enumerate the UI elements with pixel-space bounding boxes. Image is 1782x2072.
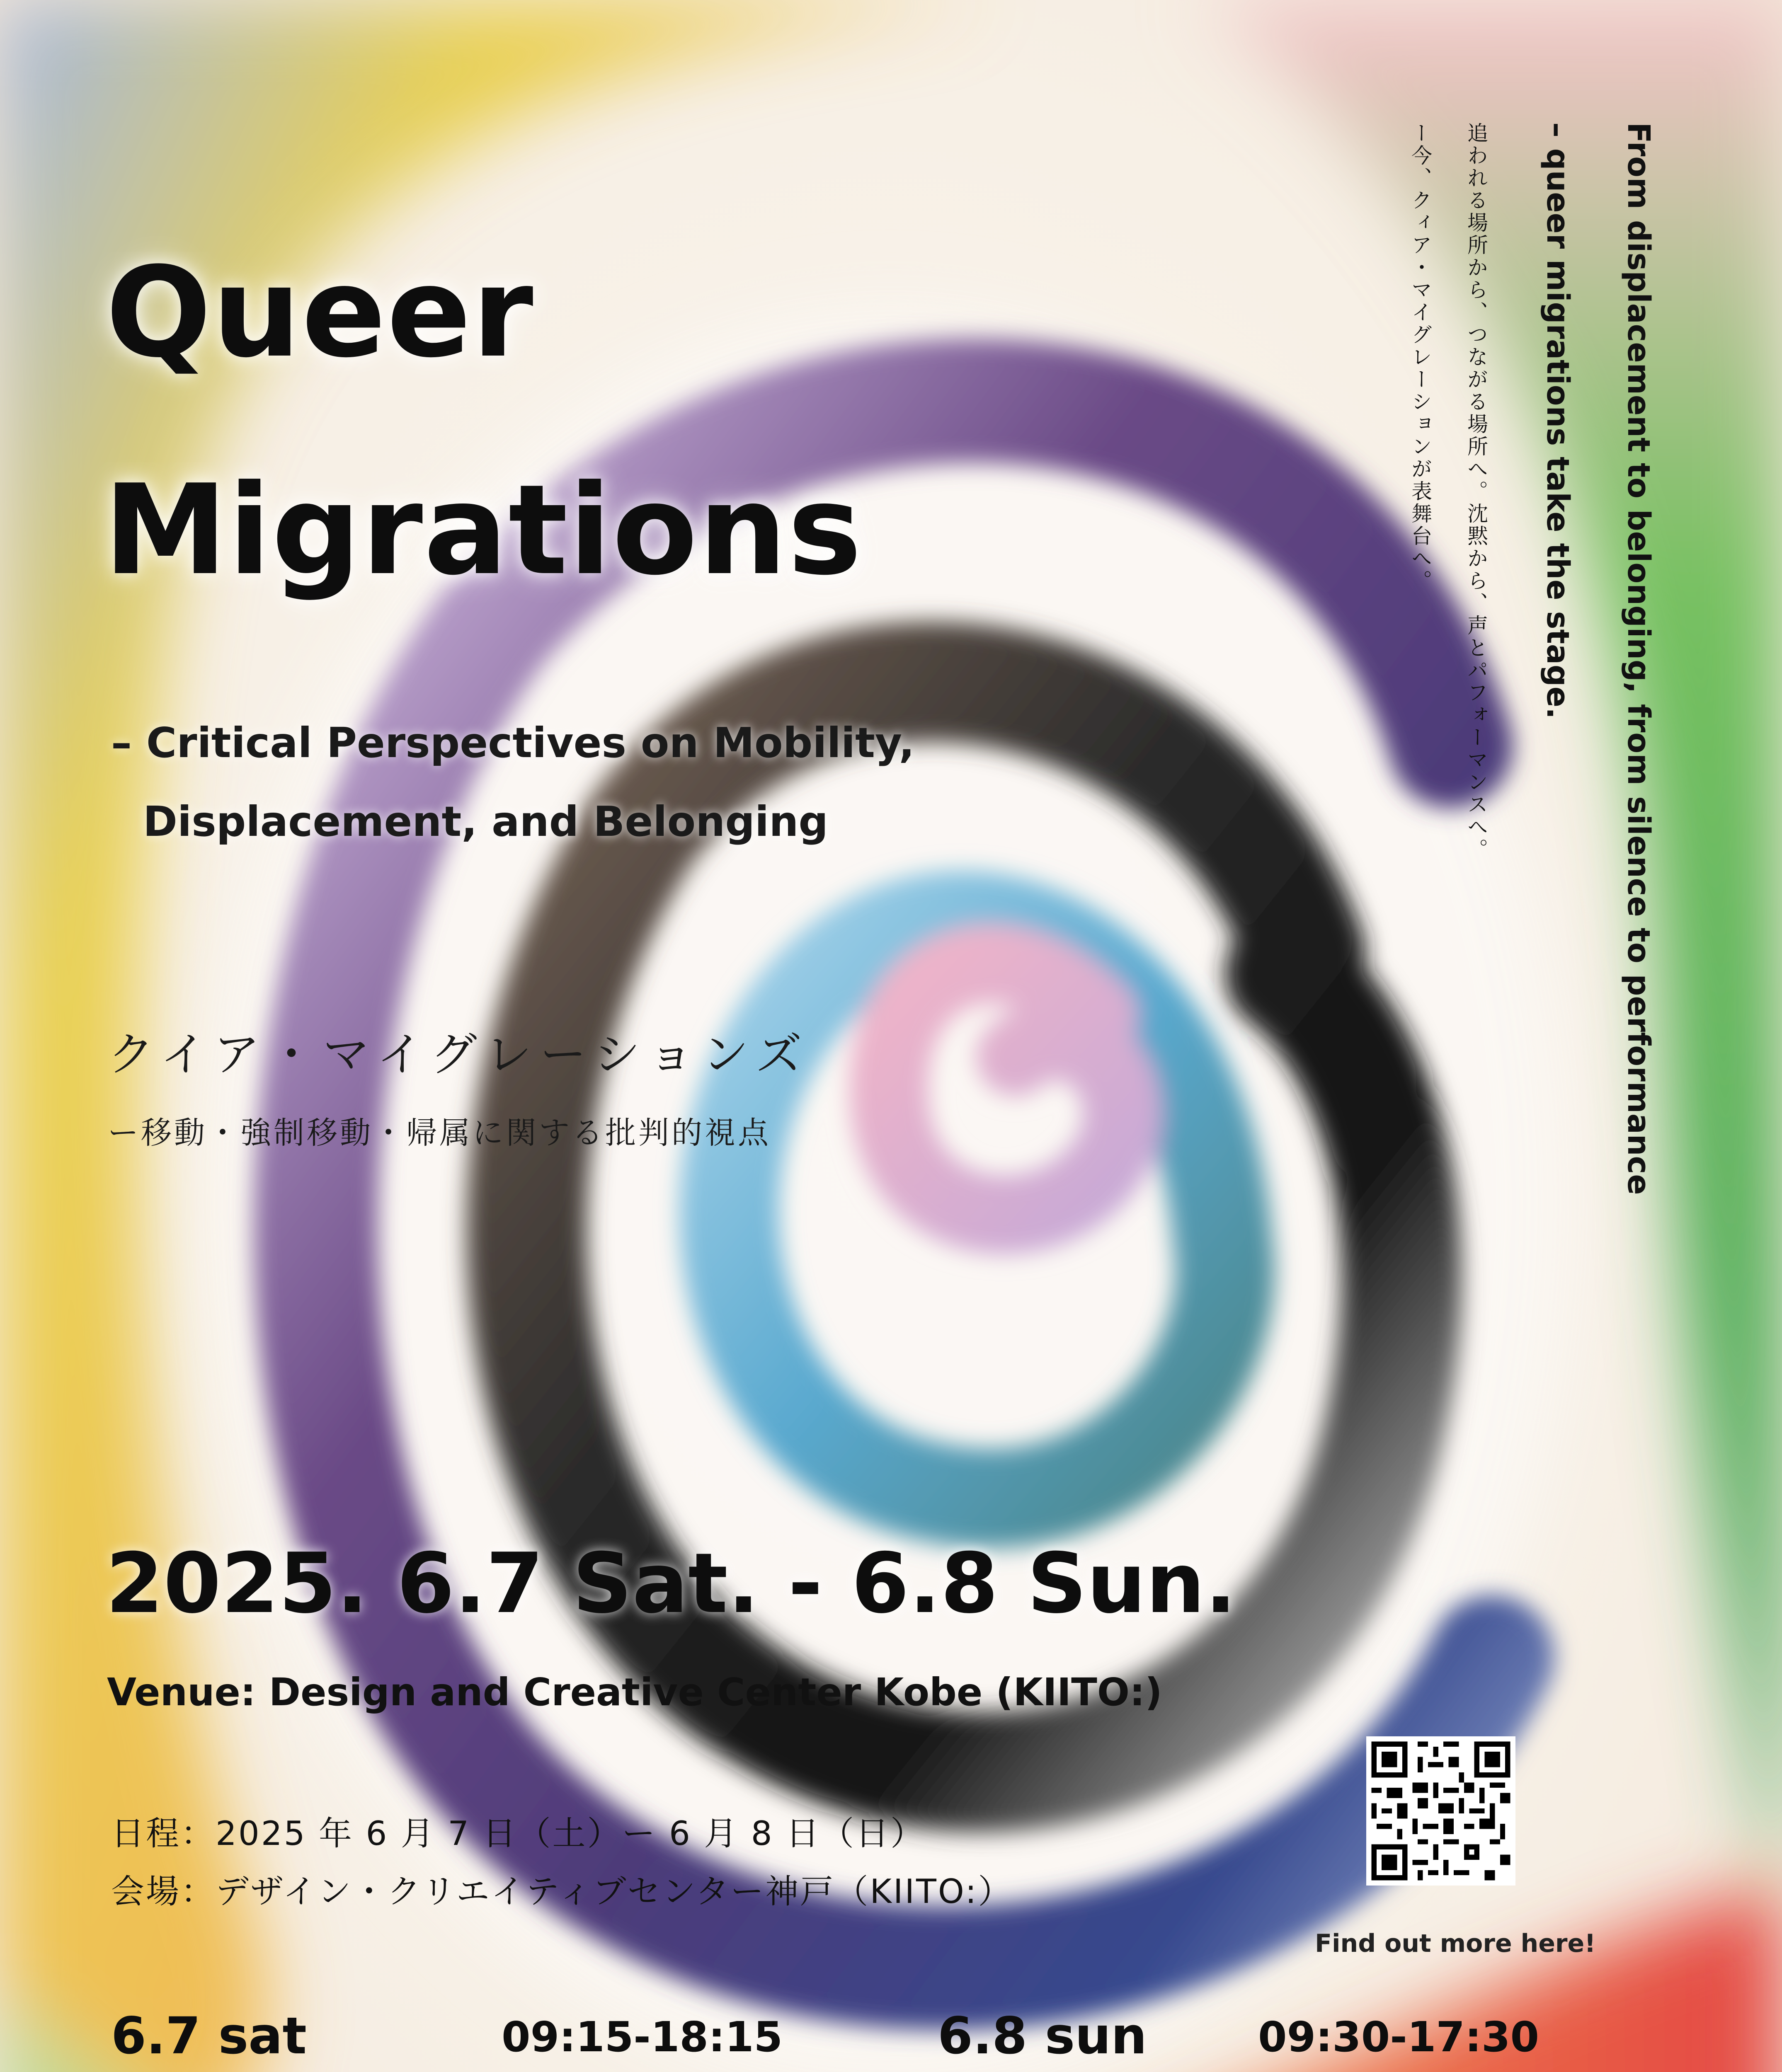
day1-time: 09:15-18:15 <box>502 2013 783 2061</box>
tagline-en-line-2: – queer migrations take the stage. <box>1540 122 1576 868</box>
subtitle-line-2: Displacement, and Belonging <box>143 798 828 845</box>
subtitle-line-1: – Critical Perspectives on Mobility, <box>111 719 914 767</box>
schedule-jp-dates: 日程：2025 年 6 月 7 日（土）ー 6 月 8 日（日） <box>111 1807 925 1854</box>
tagline-jp-line-2: ー今、クィア・マイグレーションが表舞台へ。 <box>1405 122 1435 785</box>
day1-label: 6.7 sat <box>111 2007 307 2065</box>
japanese-title: クイア・マイグレーションズ <box>108 1017 810 1084</box>
japanese-subtitle: ー移動・強制移動・帰属に関する批判的視点 <box>108 1109 771 1152</box>
schedule-jp-venue: 会場：デザイン・クリエイティブセンター神戸（KIITO:） <box>111 1865 1013 1912</box>
title-line-2: Migrations <box>104 468 863 593</box>
day2-label: 6.8 sun <box>938 2007 1147 2065</box>
title-line-1: Queer <box>106 251 534 375</box>
event-venue: Venue: Design and Creative Center Kobe (KIITO:) <box>107 1670 1162 1714</box>
tagline-jp-line-1: 追われる場所から、つながる場所へ。沈黙から、声とパフォーマンスへ。 <box>1461 122 1491 1117</box>
tagline-en-line-1: From displacement to belonging, from silence to performance <box>1621 122 1656 1407</box>
event-date: 2025. 6.7 Sat. - 6.8 Sun. <box>106 1535 1236 1632</box>
qr-caption: Find out more here! <box>1315 1929 1596 1958</box>
day2-time: 09:30-17:30 <box>1258 2013 1539 2061</box>
